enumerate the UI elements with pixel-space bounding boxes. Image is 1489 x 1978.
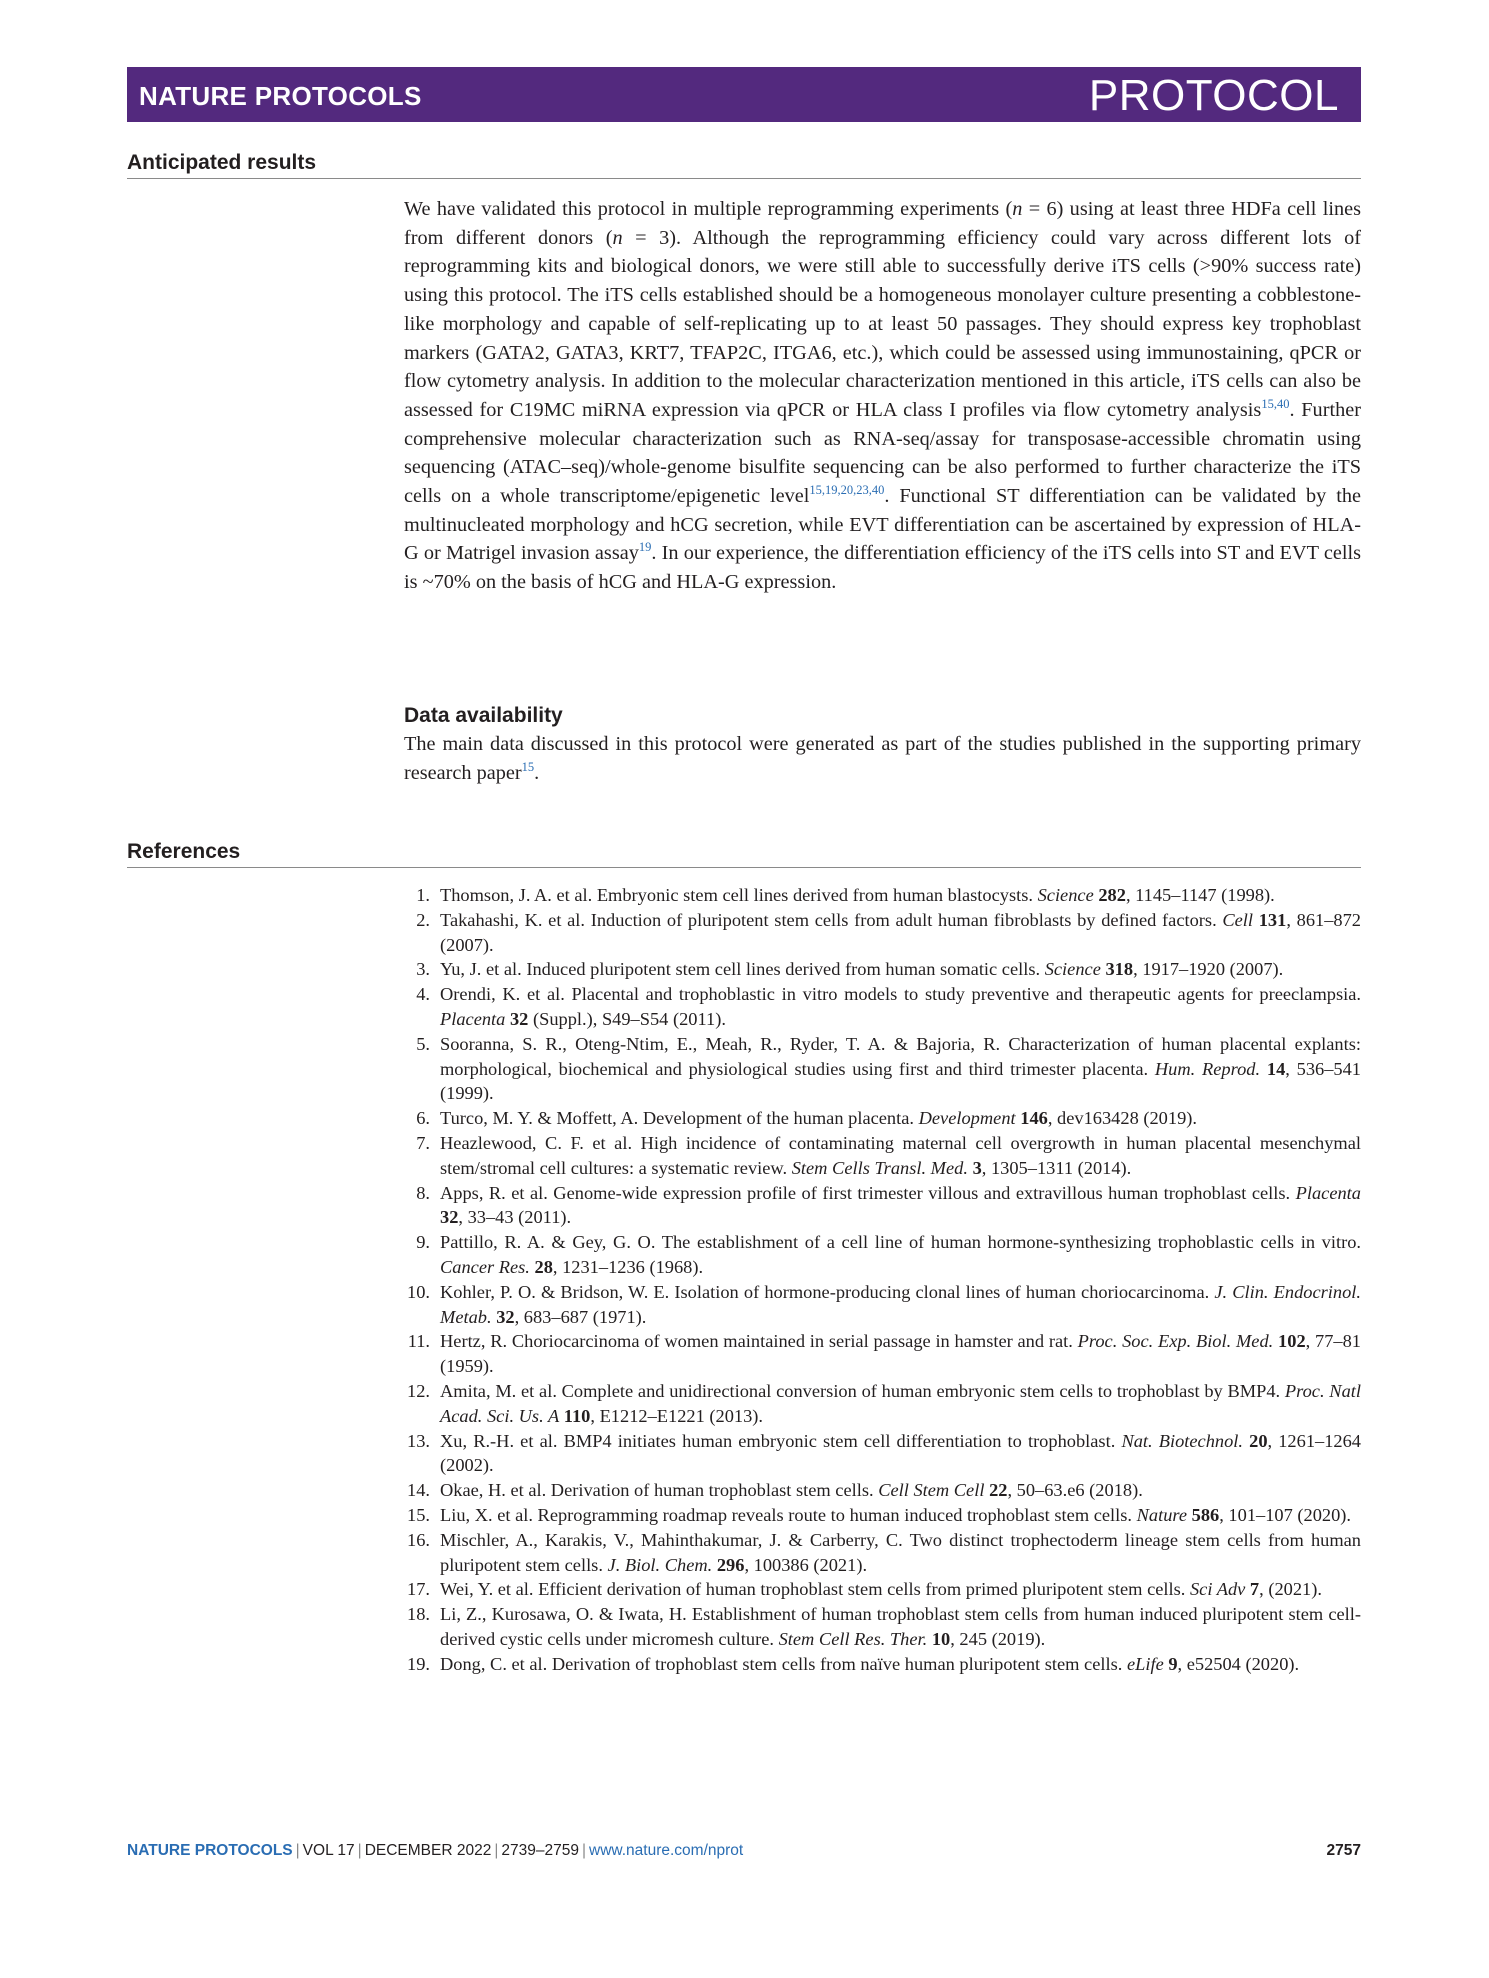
footer-volume: VOL 17	[302, 1842, 355, 1859]
footer-date: DECEMBER 2022	[364, 1842, 492, 1859]
citation-link[interactable]: 15,19,20,23,40	[809, 483, 885, 498]
reference-item: 7. Heazlewood, C. F. et al. High incidence of contaminating maternal cell overgrowth in human placental mesenchymal stem/stromal cell cultures: a systematic review. Stem Cells Transl. Med. 3, 1305–1311 (2014).	[416, 1132, 1361, 1178]
footer-url-link[interactable]: www.nature.com/nprot	[589, 1842, 744, 1859]
references-heading: References	[127, 840, 1361, 868]
reference-item: 4. Orendi, K. et al. Placental and trophoblastic in vitro models to study preventive and therapeutic agents for preeclampsia. Placenta 32 (Suppl.), S49–S54 (2011).	[416, 984, 1361, 1029]
reference-item: 16. Mischler, A., Karakis, V., Mahinthakumar, J. & Carberry, C. Two distinct trophectoderm lineage stem cells from human pluripotent stem cells. J. Biol. Chem. 296, 100386 (2021).	[407, 1529, 1361, 1575]
journal-name: NATURE PROTOCOLS	[139, 81, 422, 111]
article-type: PROTOCOL	[1088, 71, 1339, 120]
reference-item: 3. Yu, J. et al. Induced pluripotent stem cell lines derived from human somatic cells. Science 318, 1917–1920 (2007).	[416, 959, 1284, 980]
data-availability-paragraph: The main data discussed in this protocol were generated as part of the studies published in the supporting primary research paper$^{15}$.	[404, 733, 1361, 784]
reference-item: 1. Thomson, J. A. et al. Embryonic stem cell lines derived from human blastocysts. Science 282, 1145–1147 (1998).	[416, 885, 1275, 905]
footer-journal: NATURE PROTOCOLS	[127, 1842, 293, 1859]
reference-item: 5. Sooranna, S. R., Oteng-Ntim, E., Meah, R., Ryder, T. A. & Bajoria, R. Characterization of human placental explants: morphological, biochemical and physiological studies using first and third trimester placenta. Hum. Reprod. 14, 536–541 (1999).	[416, 1033, 1361, 1104]
reference-item: 2. Takahashi, K. et al. Induction of pluripotent stem cells from adult human fibroblasts by defined factors. Cell 131, 861–872 (2007).	[416, 909, 1361, 955]
reference-item: 13. Xu, R.-H. et al. BMP4 initiates human embryonic stem cell differentiation to trophoblast. Nat. Biotechnol. 20, 1261–1264 (2002).	[407, 1430, 1361, 1476]
reference-item: 12. Amita, M. et al. Complete and unidirectional conversion of human embryonic stem cells to trophoblast by BMP4. Proc. Natl Acad. Sci. Us. A 110, E1212–E1221 (2013).	[407, 1380, 1361, 1426]
page-number: 2757	[1326, 1842, 1361, 1859]
reference-item: 17. Wei, Y. et al. Efficient derivation of human trophoblast stem cells from primed pluripotent stem cells. Sci Adv 7, (2021).	[407, 1579, 1322, 1600]
data-availability-heading: Data availability	[404, 704, 563, 727]
citation-link[interactable]: 15,40	[1261, 396, 1290, 411]
reference-list	[404, 883, 1361, 1677]
reference-item: 9. Pattillo, R. A. & Gey, G. O. The establishment of a cell line of human hormone-synthesizing trophoblastic cells in vitro. Cancer Res. 28, 1231–1236 (1968).	[416, 1232, 1361, 1277]
reference-item: 10. Kohler, P. O. & Bridson, W. E. Isolation of hormone-producing clonal lines of human choriocarcinoma. J. Clin. Endocrinol. Metab. 32, 683–687 (1971).	[407, 1281, 1361, 1327]
reference-item: 15. Liu, X. et al. Reprogramming roadmap reveals route to human induced trophoblast stem cells. Nature 586, 101–107 (2020).	[407, 1504, 1352, 1525]
anticipated-results-paragraph: We have validated this protocol in multiple reprogramming experiments (n = 6) using at least three HDFa cell lines from different donors (n = 3). Although the reprogramming efficiency could vary across different lots of reprogramming kits and biological donors, we were still able to successfully derive iTS cells (>90% success rate) using this protocol. The iTS cells established should be a homogeneous monolayer culture presenting a cobblestone-like morphology and capable of self-replicating up to at least 50 passages. They should express key trophoblast markers (GATA2, GATA3, KRT7, TFAP2C, ITGA6, etc.), which could be assessed using immunostaining, qPCR or flow cytometry analysis. In addition to the molecular characterization mentioned in this article, iTS cells can also be assessed for C19MC miRNA expression via qPCR or HLA class I profiles via flow cytometry analysis$^{15,40}$. Further comprehensive molecular characterization such as RNA-seq/assay for transposase-accessible chromatin using sequencing (ATAC–seq)/whole-genome bisulfite sequencing can be also performed to further characterize the iTS cells on a whole transcriptome/epigenetic level$^{15,19,20,23,40}$. Functional ST differentiation can be validated by the multinucleated morphology and hCG secretion, while EVT differentiation can be ascertained by expression of HLA-G or Matrigel invasion assay$^{19}$. In our experience, the differentiation efficiency of the iTS cells into ST and EVT cells is ~70% on the basis of hCG and HLA-G expression.	[404, 198, 1362, 594]
journal-header-bar	[127, 67, 1361, 122]
reference-item: 6. Turco, M. Y. & Moffett, A. Development of the human placenta. Development 146, dev163428 (2019).	[416, 1108, 1197, 1129]
reference-item: 19. Dong, C. et al. Derivation of trophoblast stem cells from naïve human pluripotent stem cells. eLife 9, e52504 (2020).	[407, 1653, 1300, 1674]
citation-link[interactable]: 15	[521, 759, 535, 774]
reference-item: 8. Apps, R. et al. Genome-wide expression profile of first trimester villous and extravillous human trophoblast cells. Placenta 32, 33–43 (2011).	[416, 1182, 1361, 1228]
reference-item: 18. Li, Z., Kurosawa, O. & Iwata, H. Establishment of human trophoblast stem cells from human induced pluripotent stem cell-derived cystic cells under micromesh culture. Stem Cell Res. Ther. 10, 245 (2019).	[407, 1604, 1361, 1649]
citation-link[interactable]: 19	[638, 540, 652, 555]
anticipated-results-heading: Anticipated results	[127, 151, 1361, 179]
reference-item: 11. Hertz, R. Choriocarcinoma of women maintained in serial passage in hamster and rat. Proc. Soc. Exp. Biol. Med. 102, 77–81 (1959).	[407, 1331, 1361, 1377]
page-footer: NATURE PROTOCOLS | VOL 17 | DECEMBER 2022 | 2739–2759 | www.nature.com/nprot 2757	[127, 1842, 1361, 1859]
reference-item: 14. Okae, H. et al. Derivation of human trophoblast stem cells. Cell Stem Cell 22, 50–63.e6 (2018).	[407, 1480, 1143, 1501]
footer-pages: 2739–2759	[501, 1842, 579, 1859]
